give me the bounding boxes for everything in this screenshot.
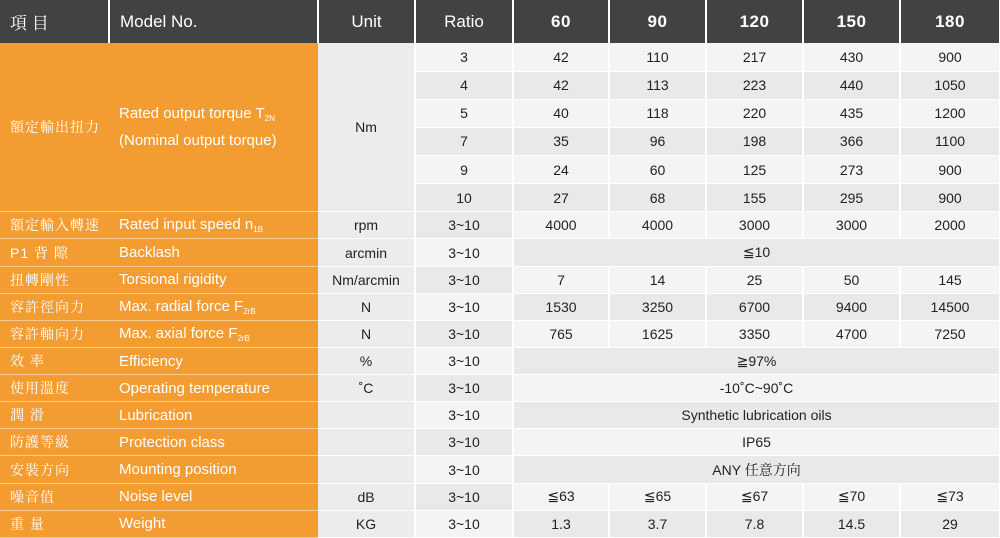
ratio-cell: 3~10 bbox=[415, 483, 513, 510]
value-span-cell: Synthetic lubrication oils bbox=[513, 402, 1000, 429]
table-row bbox=[0, 483, 1000, 510]
value-cell: 1200 bbox=[900, 99, 1000, 127]
unit-cell bbox=[318, 456, 415, 483]
label-en bbox=[109, 347, 318, 374]
header-size-60: 60 bbox=[513, 0, 609, 43]
label-cn: 潤 滑 bbox=[0, 402, 109, 429]
value-cell: 1050 bbox=[900, 71, 1000, 99]
label-cn: 防護等級 bbox=[0, 429, 109, 456]
value-cell: 3350 bbox=[706, 320, 803, 347]
ratio-cell: 3~10 bbox=[415, 320, 513, 347]
ratio-cell: 3~10 bbox=[415, 510, 513, 537]
value-cell: 217 bbox=[706, 43, 803, 71]
value-cell: 2000 bbox=[900, 212, 1000, 239]
label-cn: P1 背 隙 bbox=[0, 239, 109, 266]
header-ratio: Ratio bbox=[415, 0, 513, 43]
value-cell: 42 bbox=[513, 43, 609, 71]
table-row bbox=[0, 456, 1000, 483]
table-row bbox=[0, 429, 1000, 456]
label-en-main: Noise level bbox=[119, 488, 193, 506]
ratio-cell: 3~10 bbox=[415, 456, 513, 483]
header-size-180: 180 bbox=[900, 0, 1000, 43]
unit-cell: % bbox=[318, 347, 415, 374]
value-cell: 4000 bbox=[609, 212, 706, 239]
label-en-main: Rated output torque T bbox=[119, 104, 265, 122]
label-en-sub: 1B bbox=[253, 225, 264, 235]
ratio-cell: 4 bbox=[415, 71, 513, 99]
value-span-cell: IP65 bbox=[513, 429, 1000, 456]
label-cn: 噪音值 bbox=[0, 483, 109, 510]
unit-cell: dB bbox=[318, 483, 415, 510]
value-cell: ≦67 bbox=[706, 483, 803, 510]
header-model: Model No. bbox=[109, 0, 318, 43]
label-en bbox=[109, 212, 318, 239]
value-cell: 155 bbox=[706, 184, 803, 212]
ratio-cell: 9 bbox=[415, 156, 513, 184]
value-cell: 223 bbox=[706, 71, 803, 99]
value-cell: 765 bbox=[513, 320, 609, 347]
label-cn: 額定輸出扭力 bbox=[0, 43, 109, 212]
value-cell: 68 bbox=[609, 184, 706, 212]
value-cell: 900 bbox=[900, 184, 1000, 212]
value-cell: 900 bbox=[900, 156, 1000, 184]
value-cell: 7.8 bbox=[706, 510, 803, 537]
value-cell: 3000 bbox=[803, 212, 900, 239]
label-en bbox=[109, 266, 318, 293]
value-cell: 4700 bbox=[803, 320, 900, 347]
value-cell: ≦73 bbox=[900, 483, 1000, 510]
ratio-cell: 3~10 bbox=[415, 212, 513, 239]
value-cell: 14.5 bbox=[803, 510, 900, 537]
value-cell: 110 bbox=[609, 43, 706, 71]
label-cn: 容許軸向力 bbox=[0, 320, 109, 347]
label-en bbox=[109, 456, 318, 483]
unit-cell: N bbox=[318, 320, 415, 347]
label-cn: 容許徑向力 bbox=[0, 293, 109, 320]
label-cn: 安裝方向 bbox=[0, 456, 109, 483]
label-en-main: Max. axial force F bbox=[119, 324, 238, 342]
value-cell: 1.3 bbox=[513, 510, 609, 537]
value-cell: 113 bbox=[609, 71, 706, 99]
table-row bbox=[0, 43, 1000, 71]
value-cell: 3000 bbox=[706, 212, 803, 239]
label-en bbox=[109, 239, 318, 266]
value-cell: 198 bbox=[706, 127, 803, 155]
label-en-text bbox=[119, 103, 318, 152]
table-row bbox=[0, 510, 1000, 537]
unit-cell: arcmin bbox=[318, 239, 415, 266]
label-en-main: Efficiency bbox=[119, 352, 183, 370]
value-cell: 1530 bbox=[513, 293, 609, 320]
header-size-150: 150 bbox=[803, 0, 900, 43]
label-en-main: Weight bbox=[119, 515, 166, 533]
value-cell: 35 bbox=[513, 127, 609, 155]
value-cell: 14 bbox=[609, 266, 706, 293]
label-en bbox=[109, 429, 318, 456]
table-row bbox=[0, 212, 1000, 239]
label-en-main: Rated input speed n bbox=[119, 216, 254, 234]
header-item: 項 目 bbox=[0, 0, 109, 43]
ratio-cell: 3~10 bbox=[415, 266, 513, 293]
value-cell: 435 bbox=[803, 99, 900, 127]
value-cell: 9400 bbox=[803, 293, 900, 320]
label-en-sub: 2N bbox=[264, 113, 275, 123]
label-en bbox=[109, 320, 318, 347]
table-row bbox=[0, 266, 1000, 293]
unit-cell bbox=[318, 402, 415, 429]
value-span-cell: -10˚C~90˚C bbox=[513, 375, 1000, 402]
value-cell: ≦70 bbox=[803, 483, 900, 510]
label-en-sub: 2rB bbox=[243, 306, 256, 316]
label-en-line2: (Nominal output torque) bbox=[119, 131, 277, 149]
value-cell: 14500 bbox=[900, 293, 1000, 320]
value-cell: 430 bbox=[803, 43, 900, 71]
value-cell: 145 bbox=[900, 266, 1000, 293]
header-row bbox=[0, 0, 1000, 43]
table-row bbox=[0, 293, 1000, 320]
value-cell: 60 bbox=[609, 156, 706, 184]
unit-cell: ˚C bbox=[318, 375, 415, 402]
label-cn: 重 量 bbox=[0, 510, 109, 537]
unit-cell bbox=[318, 429, 415, 456]
label-en bbox=[109, 293, 318, 320]
ratio-cell: 5 bbox=[415, 99, 513, 127]
ratio-cell: 3~10 bbox=[415, 375, 513, 402]
label-en-main: Torsional rigidity bbox=[119, 271, 227, 289]
value-cell: 3.7 bbox=[609, 510, 706, 537]
table-row bbox=[0, 320, 1000, 347]
ratio-cell: 3~10 bbox=[415, 293, 513, 320]
table-row bbox=[0, 239, 1000, 266]
label-en-main: Lubrication bbox=[119, 406, 193, 424]
value-cell: 42 bbox=[513, 71, 609, 99]
ratio-cell: 3~10 bbox=[415, 402, 513, 429]
value-cell: 273 bbox=[803, 156, 900, 184]
label-en bbox=[109, 402, 318, 429]
value-cell: 24 bbox=[513, 156, 609, 184]
value-cell: 366 bbox=[803, 127, 900, 155]
unit-cell: Nm/arcmin bbox=[318, 266, 415, 293]
value-span-cell: ≦10 bbox=[513, 239, 1000, 266]
value-cell: 6700 bbox=[706, 293, 803, 320]
unit-cell: KG bbox=[318, 510, 415, 537]
value-cell: 4000 bbox=[513, 212, 609, 239]
unit-cell: N bbox=[318, 293, 415, 320]
label-en bbox=[109, 510, 318, 537]
label-en-main: Backlash bbox=[119, 244, 180, 262]
label-en bbox=[109, 483, 318, 510]
ratio-cell: 10 bbox=[415, 184, 513, 212]
value-cell: 295 bbox=[803, 184, 900, 212]
value-cell: 900 bbox=[900, 43, 1000, 71]
value-cell: 7250 bbox=[900, 320, 1000, 347]
label-en-main: Protection class bbox=[119, 433, 225, 451]
value-cell: 27 bbox=[513, 184, 609, 212]
value-cell: 1100 bbox=[900, 127, 1000, 155]
value-cell: 96 bbox=[609, 127, 706, 155]
unit-cell: rpm bbox=[318, 212, 415, 239]
label-en-main: Mounting position bbox=[119, 461, 237, 479]
header-unit: Unit bbox=[318, 0, 415, 43]
value-cell: 1625 bbox=[609, 320, 706, 347]
header-size-90: 90 bbox=[609, 0, 706, 43]
unit-cell: Nm bbox=[318, 43, 415, 212]
value-cell: 125 bbox=[706, 156, 803, 184]
label-cn: 額定輸入轉速 bbox=[0, 212, 109, 239]
label-cn: 效 率 bbox=[0, 347, 109, 374]
value-cell: 440 bbox=[803, 71, 900, 99]
value-cell: 50 bbox=[803, 266, 900, 293]
value-cell: 7 bbox=[513, 266, 609, 293]
ratio-cell: 3~10 bbox=[415, 429, 513, 456]
table-body bbox=[0, 43, 1000, 538]
ratio-cell: 3~10 bbox=[415, 347, 513, 374]
label-cn: 使用溫度 bbox=[0, 375, 109, 402]
label-en-main: Operating temperature bbox=[119, 379, 270, 397]
table-row bbox=[0, 375, 1000, 402]
value-span-cell: ≧97% bbox=[513, 347, 1000, 374]
value-cell: 3250 bbox=[609, 293, 706, 320]
label-cn: 扭轉剛性 bbox=[0, 266, 109, 293]
table-row bbox=[0, 347, 1000, 374]
value-cell: 118 bbox=[609, 99, 706, 127]
value-cell: 40 bbox=[513, 99, 609, 127]
header-size-120: 120 bbox=[706, 0, 803, 43]
label-en-main: Max. radial force F bbox=[119, 297, 244, 315]
label-en-sub: 2rB bbox=[237, 333, 250, 343]
ratio-cell: 3~10 bbox=[415, 239, 513, 266]
value-cell: 29 bbox=[900, 510, 1000, 537]
label-en bbox=[109, 375, 318, 402]
ratio-cell: 3 bbox=[415, 43, 513, 71]
value-span-cell: ANY 任意方向 bbox=[513, 456, 1000, 483]
value-cell: ≦65 bbox=[609, 483, 706, 510]
value-cell: 220 bbox=[706, 99, 803, 127]
table-row bbox=[0, 402, 1000, 429]
label-en bbox=[109, 43, 318, 212]
ratio-cell: 7 bbox=[415, 127, 513, 155]
value-cell: ≦63 bbox=[513, 483, 609, 510]
value-cell: 25 bbox=[706, 266, 803, 293]
